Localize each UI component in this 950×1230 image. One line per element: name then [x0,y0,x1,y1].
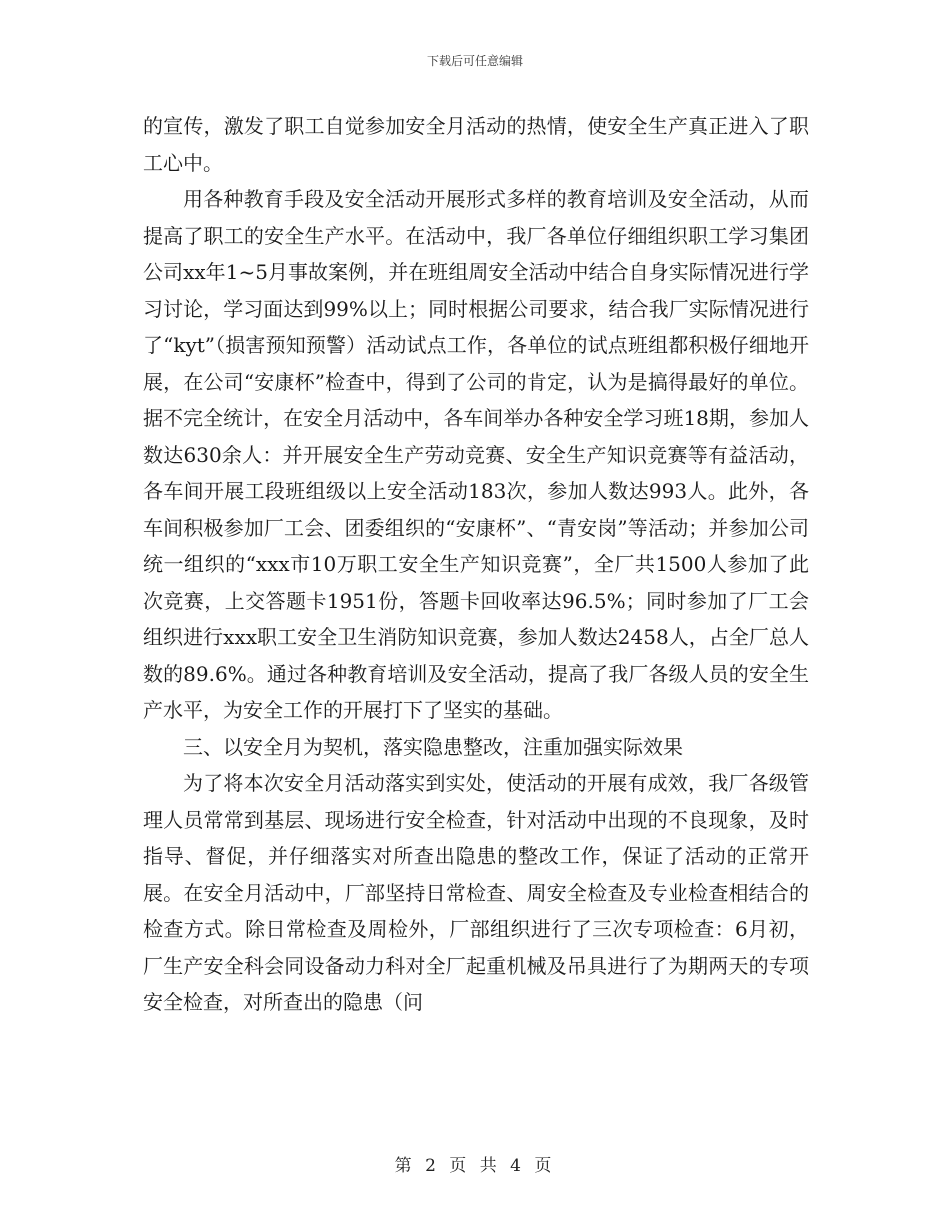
paragraph-continuation: 的宣传，激发了职工自觉参加安全月活动的热情，使安全生产真正进入了职工心中。 [143,114,809,175]
document-body [143,108,809,1021]
page-header [0,53,950,69]
page-number: 第 2 页 共 4 页 [394,1156,556,1176]
page-footer [0,1155,950,1177]
section-heading: 三、以安全月为契机，落实隐患整改，注重加强实际效果 [183,734,683,759]
header-text: 下载后可任意编辑 [426,54,523,68]
paragraph-inspections: 为了将本次安全月活动落实到实处，使活动的开展有成效，我厂各级管理人员常常到基层、现场进行安全检查，针对活动中出现的不良现象，及时指导、督促，并仔细落实对所查出隐患的整改工作，保证了活动的正常开展。在安全月活动中，厂部坚持日常检查、周安全检查及专业检查相结合的检查方式。除日常检查及周检外，厂部组织进行了三次专项检查：6月初，厂生产安全科会同设备动力科对全厂起重机械及吊具进行了为期两天的专项安全检查，对所查出的隐患（问 [143,771,809,1014]
paragraph-education-activities: 用各种教育手段及安全活动开展形式多样的教育培训及安全活动，从而提高了职工的安全生产水平。在活动中，我厂各单位仔细组织职工学习集团公司xx年1~5月事故案例，并在班组周安全活动中结合自身实际情况进行学习讨论，学习面达到99%以上；同时根据公司要求，结合我厂实际情况进行了“kyt”（损害预知预警）活动试点工作，各单位的试点班组都积极仔细地开展，在公司“安康杯”检查中，得到了公司的肯定，认为是搞得最好的单位。据不完全统计，在安全月活动中，各车间举办各种安全学习班18期，参加人数达630余人：并开展安全生产劳动竞赛、安全生产知识竞赛等有益活动，各车间开展工段班组级以上安全活动183次，参加人数达993人。此外，各车间积极参加厂工会、团委组织的“安康杯”、“青安岗”等活动；并参加公司统一组织的“xxx市10万职工安全生产知识竞赛”，全厂共1500人参加了此次竞赛，上交答题卡1951份，答题卡回收率达96.5%；同时参加了厂工会组织进行xxx职工安全卫生消防知识竞赛，参加人数达2458人，占全厂总人数的89.6%。通过各种教育培训及安全活动，提高了我厂各级人员的安全生产水平，为安全工作的开展打下了坚实的基础。 [143,187,809,722]
